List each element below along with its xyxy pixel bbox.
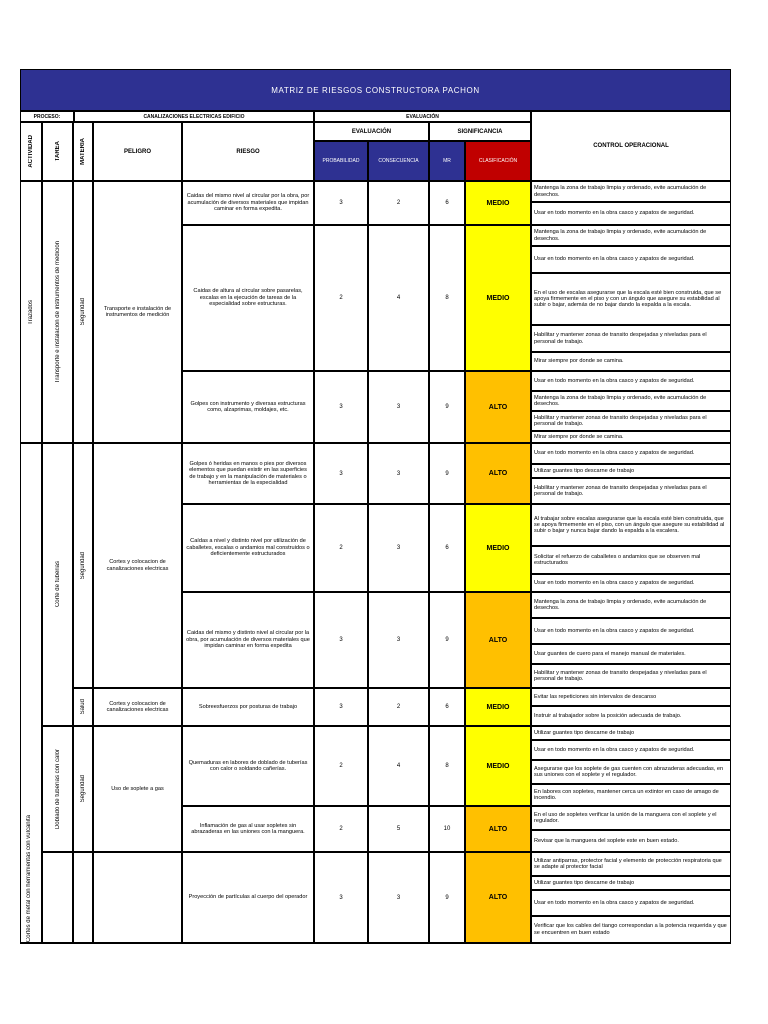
control-cell: Revisar que la manguera del soplete este en buen estado.: [531, 830, 731, 852]
matrix-title-banner: [20, 69, 731, 111]
materia-label-2: Salud: [80, 699, 86, 715]
control-cell: Usar en todo momento en la obra casco y zapatos de seguridad.: [531, 202, 731, 225]
probabilidad-header: PROBABILIDAD: [314, 141, 368, 181]
materia-label-1: Seguridad: [80, 551, 86, 580]
riesgo-cell: Inflamación de gas al usar sopletes sin abrazaderas en las uniones con la manguera.: [182, 806, 314, 852]
probabilidad-cell: 3: [314, 443, 368, 504]
actividad-header-text: ACTIVIDAD: [28, 135, 34, 168]
riesgo-cell: Caidas de altura al circular sobre pasarelas, escalas en la ejecución de tareas de la especialidad sobre estructuras.: [182, 225, 314, 371]
control-cell: Usar en todo momento en la obra casco y zapatos de seguridad.: [531, 246, 731, 273]
consecuencia-cell: 3: [368, 852, 429, 943]
control-cell: Utilizar guantes tipo descarne de trabajo: [531, 876, 731, 890]
mr-cell: 10: [429, 806, 465, 852]
mr-cell: 8: [429, 726, 465, 806]
probabilidad-cell: 3: [314, 371, 368, 443]
control-cell: Usar en todo momento en la obra casco y zapatos de seguridad.: [531, 443, 731, 464]
task-cell-0: [42, 181, 73, 443]
task-label-0: Transporte e instalación de instrumentos de medición: [54, 240, 61, 384]
consecuencia-cell: 3: [368, 443, 429, 504]
activity-label-0: Trazados: [28, 299, 34, 325]
control-cell: Usar en todo momento en la obra casco y zapatos de seguridad.: [531, 890, 731, 916]
task-label-2: Doblado de tuberías con calor: [54, 748, 61, 830]
materia-header: [73, 122, 93, 181]
consecuencia-cell: 2: [368, 181, 429, 225]
riesgo-cell: Quemaduras en labores de doblado de tuberías con calor o soldando cañerías.: [182, 726, 314, 806]
consecuencia-cell: 2: [368, 688, 429, 726]
clasificacion-cell: MEDIO: [465, 504, 531, 592]
peligro-cell-3: Uso de soplete a gas: [93, 726, 182, 852]
control-cell: Usar en todo momento en la obra casco y zapatos de seguridad.: [531, 574, 731, 592]
clasificacion-cell: ALTO: [465, 371, 531, 443]
clasificacion-cell: ALTO: [465, 443, 531, 504]
proceso-value: CANALIZACIONES ELECTRICAS EDIFICIO: [74, 111, 314, 122]
task-cell-2: [42, 726, 73, 852]
mr-header: MR: [429, 141, 465, 181]
proceso-label: PROCESO:: [20, 111, 74, 122]
materia-cell-3: [73, 726, 93, 852]
clasificacion-cell: ALTO: [465, 592, 531, 688]
control-cell: Asegurarse que los soplete de gas cuenten con abrazaderas adecuadas, en sus uniones con el soplete y el regulador.: [531, 760, 731, 784]
control-cell: Habilitar y mantener zonas de transito despejadas y niveladas para el personal de trabajo.: [531, 664, 731, 688]
control-cell: Mantenga la zona de trabajo limpia y ordenado, evite acumulación de desechos.: [531, 225, 731, 246]
control-cell: En labores con sopletes, mantener cerca un extintor en caso de amago de incendio.: [531, 784, 731, 806]
control-cell: Instruir al trabajador sobre la posición adecuada de trabajo.: [531, 706, 731, 726]
probabilidad-cell: 2: [314, 504, 368, 592]
control-cell: Usar en todo momento en la obra casco y zapatos de seguridad.: [531, 371, 731, 391]
control-cell: Utilizar guantes tipo descarne de trabajo: [531, 726, 731, 740]
consecuencia-cell: 4: [368, 726, 429, 806]
control-header: CONTROL OPERACIONAL: [531, 111, 731, 181]
riesgo-cell: Golpes ó heridas en manos o pies por diversos elementos que puedan existir en las superficies de trabajo y en la manipulación de materiales o herramientas de la especialidad: [182, 443, 314, 504]
materia-header-text: MATERIA: [80, 138, 86, 165]
tarea-header-text: TAREA: [54, 141, 61, 162]
control-cell: Habilitar y mantener zonas de transito despejadas y niveladas para el personal de trabajo.: [531, 325, 731, 352]
table-bottom-edge: [20, 943, 731, 944]
mr-cell: 6: [429, 688, 465, 726]
clasificacion-header: CLASIFICACIÓN: [465, 141, 531, 181]
riesgo-cell: Caídas a nivel y distinto nivel por utilización de caballetes, escalas o andamios mal construidos o deficientemente estructurados: [182, 504, 314, 592]
task-cell-1: [42, 443, 73, 726]
mr-cell: 6: [429, 504, 465, 592]
control-cell: Usar en todo momento en la obra casco y zapatos de seguridad.: [531, 740, 731, 760]
control-cell: Habilitar y mantener zonas de transito despejadas y niveladas para el personal de trabajo.: [531, 478, 731, 504]
mr-cell: 9: [429, 852, 465, 943]
riesgo-header: RIESGO: [182, 122, 314, 181]
riesgo-cell: Sobreesfuerzos por posturas de trabajo: [182, 688, 314, 726]
consecuencia-header: CONSECUENCIA: [368, 141, 429, 181]
mr-cell: 9: [429, 443, 465, 504]
mr-cell: 9: [429, 592, 465, 688]
riesgo-cell: Caidas del mismo nivel al circular por la obra, por acumulación de diversos materiales que impidan caminar en forma expedita.: [182, 181, 314, 225]
evaluacion-header: EVALUACIÓN: [314, 122, 429, 141]
riesgo-cell: Caidas del mismo y distinto nivel al circular por la obra, por acumulación de diversos materiales que impidan caminar en forma expedita: [182, 592, 314, 688]
activity-cell-0: [20, 181, 42, 443]
peligro-cell-2: Cortes y colocacion de canalizaciones electricas: [93, 688, 182, 726]
clasificacion-cell: ALTO: [465, 806, 531, 852]
materia-cell-2: [73, 688, 93, 726]
control-cell: Mirar siempre por donde se camina.: [531, 352, 731, 371]
actividad-header: [20, 122, 42, 181]
probabilidad-cell: 3: [314, 852, 368, 943]
matrix-title: MATRIZ DE RIESGOS CONSTRUCTORA PACHON: [271, 85, 480, 95]
control-cell: Mirar siempre por donde se camina.: [531, 431, 731, 443]
task-cell-3: [42, 852, 73, 943]
control-cell: Usar guantes de cuero para el manejo manual de materiales.: [531, 644, 731, 664]
probabilidad-cell: 3: [314, 688, 368, 726]
control-cell: Usar en todo momento en la obra casco y zapatos de seguridad.: [531, 618, 731, 644]
probabilidad-cell: 3: [314, 181, 368, 225]
control-cell: Al trabajar sobre escalas asegurarse que la escala esté bien construida, que se apoya firmemente en el piso, con un ángulo que asegure su estabilidad al subir o bajar y nunca bajar dando la espalda a la escalera.: [531, 504, 731, 546]
control-cell: Mantenga la zona de trabajo limpia y ordenado, evite acumulación de desechos.: [531, 391, 731, 411]
clasificacion-cell: ALTO: [465, 852, 531, 943]
probabilidad-cell: 3: [314, 592, 368, 688]
probabilidad-cell: 2: [314, 806, 368, 852]
materia-label-0: Seguridad: [80, 298, 86, 326]
clasificacion-cell: MEDIO: [465, 726, 531, 806]
consecuencia-cell: 4: [368, 225, 429, 371]
control-cell: Utilizar antiparras, protector facial y elemento de protección respiratoria que se adapte al protector facial: [531, 852, 731, 876]
peligro-cell-0: Transporte e instalación de instrumentos de medición: [93, 181, 182, 443]
clasificacion-cell: MEDIO: [465, 225, 531, 371]
mr-cell: 6: [429, 181, 465, 225]
peligro-cell-4: [93, 852, 182, 943]
materia-cell-4: [73, 852, 93, 943]
materia-label-3: Seguridad: [80, 775, 86, 803]
control-cell: Mantenga la zona de trabajo limpia y ordenado, evite acumulación de desechos.: [531, 592, 731, 618]
activity-label-1: Cortes de metal con herramientas con vulcanita: [26, 814, 32, 942]
control-cell: En el uso de escalas asegurarse que la escala esté bien construida, que se apoya firmemente en el piso y con un ángulo que asegure su estabilidad al subir o bajar, además de no bajar dando la espalda a la escala.: [531, 273, 731, 325]
evaluacion-top: EVALUACIÓN: [314, 111, 531, 122]
control-cell: En el uso de sopletes verificar la unión de la manguera con el soplete y el regulador.: [531, 806, 731, 830]
consecuencia-cell: 3: [368, 504, 429, 592]
control-cell: Solicitar el refuerzo de caballetes o andamios que se observen mal estructurados: [531, 546, 731, 574]
clasificacion-cell: MEDIO: [465, 181, 531, 225]
mr-cell: 9: [429, 371, 465, 443]
materia-cell-1: [73, 443, 93, 688]
control-cell: Evitar las repeticiones sin intervalos de descanso: [531, 688, 731, 706]
task-label-1: Corte de tuberias: [54, 561, 61, 608]
control-cell: Habilitar y mantener zonas de transito despejadas y niveladas para el personal de trabajo.: [531, 411, 731, 431]
tarea-header: [42, 122, 73, 181]
probabilidad-cell: 2: [314, 726, 368, 806]
consecuencia-cell: 5: [368, 806, 429, 852]
consecuencia-cell: 3: [368, 592, 429, 688]
clasificacion-cell: MEDIO: [465, 688, 531, 726]
mr-cell: 8: [429, 225, 465, 371]
consecuencia-cell: 3: [368, 371, 429, 443]
control-cell: Mantenga la zona de trabajo limpia y ordenado, evite acumulación de desechos.: [531, 181, 731, 202]
control-cell: Utilizar guantes tipo descarne de trabajo: [531, 464, 731, 478]
riesgo-cell: Proyección de partículas al cuerpo del operador: [182, 852, 314, 943]
control-cell: Verificar que los cables del tiango correspondan a la potencia requerida y que se encuentren en buen estado: [531, 916, 731, 943]
materia-cell-0: [73, 181, 93, 443]
activity-cell-1: [20, 443, 42, 943]
significancia-header: SIGNIFICANCIA: [429, 122, 531, 141]
riesgo-cell: Golpes con instrumento y diversas estructuras como, alzaprimas, moldajes, etc.: [182, 371, 314, 443]
peligro-cell-1: Cortes y colocacion de canalizaciones electricas: [93, 443, 182, 688]
peligro-header: PELIGRO: [93, 122, 182, 181]
probabilidad-cell: 2: [314, 225, 368, 371]
